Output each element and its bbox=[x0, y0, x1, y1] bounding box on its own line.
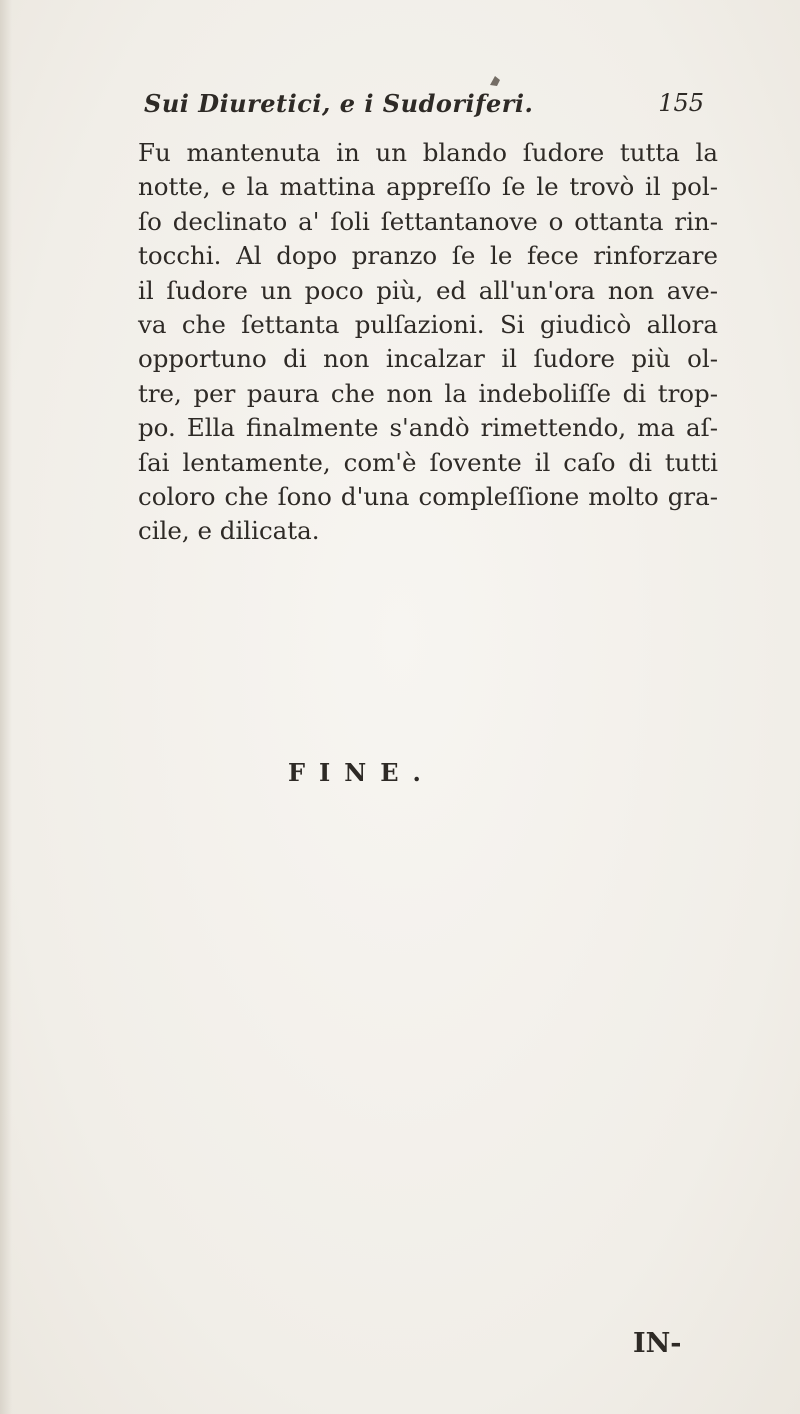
running-head-title: Sui Diuretici, e i Sudoriferi. bbox=[144, 89, 534, 118]
text-line: cile, e dilicata. bbox=[138, 516, 320, 546]
text-line: tre, per paura che non la indeboliſſe di trop- bbox=[138, 378, 718, 408]
text-line: coloro che ſono d'una compleſſione molto gra- bbox=[138, 481, 718, 511]
text-line: ſo declinato a' ſoli ſettantanove o ottanta rin- bbox=[138, 206, 718, 236]
catchword: IN- bbox=[633, 1328, 682, 1359]
text-line: ſai lentamente, com'è ſovente il caſo di tutti bbox=[138, 447, 718, 477]
text-line: po. Ella finalmente s'andò rimettendo, ma aſ- bbox=[138, 413, 718, 443]
end-mark: FINE. bbox=[288, 758, 435, 787]
body-paragraph bbox=[138, 136, 718, 549]
running-head bbox=[144, 89, 704, 123]
page-gutter-shadow bbox=[0, 0, 12, 1414]
page-number: 155 bbox=[658, 89, 704, 117]
ink-blot-icon bbox=[488, 74, 502, 88]
text-line: opportuno di non incalzar il ſudore più ol- bbox=[138, 344, 718, 374]
text-line: tocchi. Al dopo pranzo ſe le fece rinforzare bbox=[138, 241, 718, 271]
text-line: il ſudore un poco più, ed all'un'ora non ave- bbox=[138, 275, 718, 305]
text-line: Fu mantenuta in un blando ſudore tutta la bbox=[138, 138, 718, 167]
text-line: notte, e la mattina appreſſo ſe le trovò il pol- bbox=[138, 172, 718, 202]
text-line: va che ſettanta pulſazioni. Si giudicò allora bbox=[138, 309, 718, 339]
